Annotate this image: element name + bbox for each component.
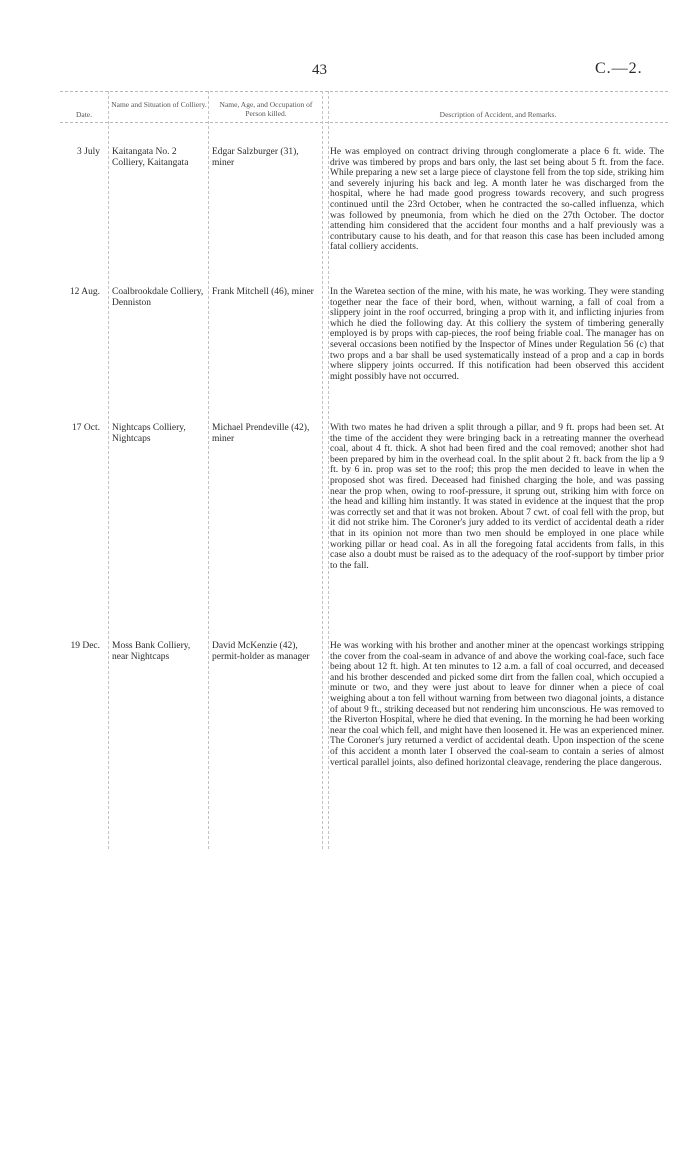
header-rule bbox=[60, 122, 668, 123]
entry-date: 12 Aug. bbox=[69, 287, 100, 297]
column-divider bbox=[322, 91, 323, 849]
entry-person: Michael Prendeville (42), miner bbox=[212, 423, 310, 444]
entry-date: 3 July bbox=[77, 147, 100, 157]
column-header-description: Description of Accident, and Remarks. bbox=[439, 110, 557, 119]
entry-description: He was employed on contract driving through conglomerate a place 6 ft. wide. The drive was timbered by props and bars only, the last set being about 5 ft. from the face. While preparing a new set a large piece of claystone fell from the top side, striking him and severely injuring his back and leg. A month later he was discharged from the hospital, where he had made good progress towards recovery, and such progress continued until the 23rd October, when he contracted the so-called influenza, which was followed by pneumonia, from which he died on the 27th October. The doctor attending him considered that the accident four months and a half previously was a contributary cause to his death, and for that reason this case has been included among fatal colliery accidents. bbox=[330, 147, 664, 253]
entry-colliery: Coalbrookdale Colliery, Denniston bbox=[112, 287, 204, 308]
entry-description: He was working with his brother and another miner at the opencast workings stripping the cover from the coal-seam in advance of and above the working coal-face, such face being about 12 ft. high. At ten minutes to 12 a.m. a fall of coal occurred, and deceased and his brother descended and picked some dirt from the fallen coal, which occupied a minute or two, and they were just about to leave for dinner when a piece of coal weighing about a ton fell without warning from between two diagonal joints, a distance of about 9 ft., striking deceased but not rendering him unconscious. He was removed to the Riverton Hospital, where he died that evening. In the morning he had been working near the coal which fell, and might have then loosened it. He was an experienced miner. The Coroner's jury returned a verdict of accidental death. Upon inspection of the scene of this accident a month later I observed the coal-seam to contain a series of almost vertical parallel joints, also defined horizontal cleavage, rendering the place dangerous. bbox=[330, 641, 664, 768]
page-number: 43 bbox=[312, 62, 327, 78]
entry-person: Frank Mitchell (46), miner bbox=[212, 287, 314, 297]
column-header-person: Name, Age, and Occupation of Person killed. bbox=[219, 100, 313, 118]
column-divider bbox=[108, 91, 109, 849]
entry-date: 19 Dec. bbox=[70, 641, 100, 651]
entry-date: 17 Oct. bbox=[72, 423, 100, 433]
column-header-date: Date. bbox=[75, 110, 93, 119]
top-rule bbox=[60, 91, 668, 92]
entry-description: In the Waretea section of the mine, with his mate, he was working. They were standing together near the face of their bord, when, without warning, a fall of coal from a slippery joint in the roof occurred, bringing a prop with it, and inflicting injuries from which he died the following day. At this colliery the system of timbering generally employed is by props with cap-pieces, the roof being friable coal. The manager has on several occasions been notified by the Inspector of Mines under Regulation 56 (c) that two props and a bar shall be used systematically instead of a prop and a cap in bords where slippery joints occurred. If this notification had been observed this accident might possibly have not occurred. bbox=[330, 287, 664, 382]
entry-description: With two mates he had driven a split through a pillar, and 9 ft. props had been set. At the time of the accident they were bringing back in a retreating manner the overhead coal, about 4 ft. thick. A shot had been fired and the coal removed; another shot had been prepared by him in the overhead coal. In the split about 2 ft. back from the lip a 9 ft. by 6 in. prop was set to the roof; this prop the men decided to leave in when the proposed shot was fired. Deceased had finished charging the hole, and was passing near the prop when, owing to roof-pressure, it sprung out, striking him with force on the head and killing him instantly. It was stated in evidence at the inquest that the prop was correctly set and that it was not broken. About 7 cwt. of coal fell with the prop, but it did not strike him. The Coroner's jury added to its verdict of accidental death a rider that in its opinion not more than two men should be employed in one place while working pillar or head coal. As in all the foregoing fatal accidents from falls, in this case also a doubt must be raised as to the adequacy of the roof-support by timber prior to the fall. bbox=[330, 423, 664, 571]
entry-colliery: Nightcaps Colliery, Nightcaps bbox=[112, 423, 186, 444]
entry-colliery: Kaitangata No. 2 Colliery, Kaitangata bbox=[112, 147, 189, 168]
column-divider bbox=[208, 91, 209, 849]
entry-person: David McKenzie (42), permit-holder as manager bbox=[212, 641, 310, 662]
page-code: C.—2. bbox=[595, 60, 643, 77]
column-divider bbox=[328, 91, 329, 849]
entry-colliery: Moss Bank Colliery, near Nightcaps bbox=[112, 641, 191, 662]
entry-person: Edgar Salzburger (31), miner bbox=[212, 147, 299, 168]
column-header-colliery: Name and Situation of Colliery. bbox=[111, 100, 207, 109]
